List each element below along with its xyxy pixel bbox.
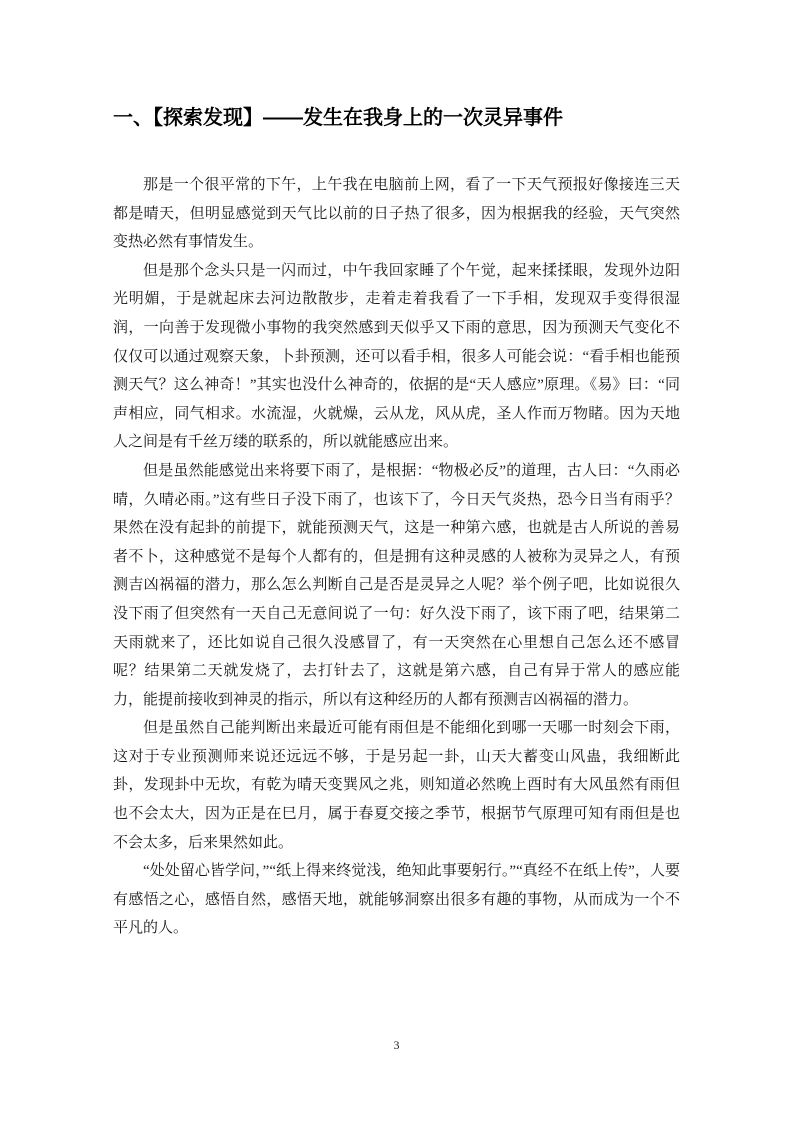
- section-heading: 一、【探索发现】——发生在我身上的一次灵异事件: [113, 107, 563, 129]
- paragraph: 但是虽然自己能判断出来最近可能有雨但是不能细化到哪一天哪一时刻会下雨，这对于专业预测师来说还远远不够，于是另起一卦，山天大蓄变山风蛊，我细断此卦，发现卦中无坎，有乾为晴天变巽风之兆，则知道必然晚上酉时有大风虽然有雨但也不会太大，因为正是在巳月，属于春夏交接之季节，根据节气原理可知有雨但是也不会太多，后来果然如此。: [113, 720, 680, 851]
- page-number: 3: [393, 1038, 400, 1052]
- paragraph: “处处留心皆学问，”“纸上得来终觉浅，绝知此事要躬行。”“真经不在纸上传”，人要有感悟之心，感悟自然，感悟天地，就能够洞察出很多有趣的事物，从而成为一个不平凡的人。: [113, 863, 680, 937]
- paragraph: 那是一个很平常的下午，上午我在电脑前上网，看了一下天气预报好像接连三天都是晴天，但明显感觉到天气比以前的日子热了很多，因为根据我的经验，天气突然变热必然有事情发生。: [113, 177, 680, 251]
- paragraph: 但是那个念头只是一闪而过，中午我回家睡了个午觉，起来揉揉眼，发现外边阳光明媚，于是就起床去河边散散步，走着走着我看了一下手相，发现双手变得很湿润，一向善于发现微小事物的我突然感到天似乎又下雨的意思，因为预测天气变化不仅仅可以通过观察天象，卜卦预测，还可以看手相，很多人可能会说：“看手相也能预测天气？这么神奇！”其实也没什么神奇的，依据的是“天人感应”原理。《易》曰：“同声相应，同气相求。水流湿，火就燥，云从龙，风从虎，圣人作而万物睹。因为天地人之间是有千丝万缕的联系的，所以就能感应出来。: [113, 262, 680, 451]
- document-body: [113, 171, 680, 943]
- paragraph: 但是虽然能感觉出来将要下雨了，是根据：“物极必反”的道理，古人曰：“久雨必晴，久晴必雨。”这有些日子没下雨了，也该下了，今日天气炎热，恐今日当有雨乎？果然在没有起卦的前提下，就能预测天气，这是一种第六感，也就是古人所说的善易者不卜，这种感觉不是每个人都有的，但是拥有这种灵感的人被称为灵异之人，有预测吉凶祸福的潜力，那么怎么判断自己是否是灵异之人呢？举个例子吧，比如说很久没下雨了但突然有一天自己无意间说了一句：好久没下雨了，该下雨了吧，结果第二天雨就来了，还比如说自己很久没感冒了，有一天突然在心里想自己怎么还不感冒呢？结果第二天就发烧了，去打针去了，这就是第六感，自己有异于常人的感应能力，能提前接收到神灵的指示，所以有这种经历的人都有预测吉凶祸福的潜力。: [113, 462, 680, 708]
